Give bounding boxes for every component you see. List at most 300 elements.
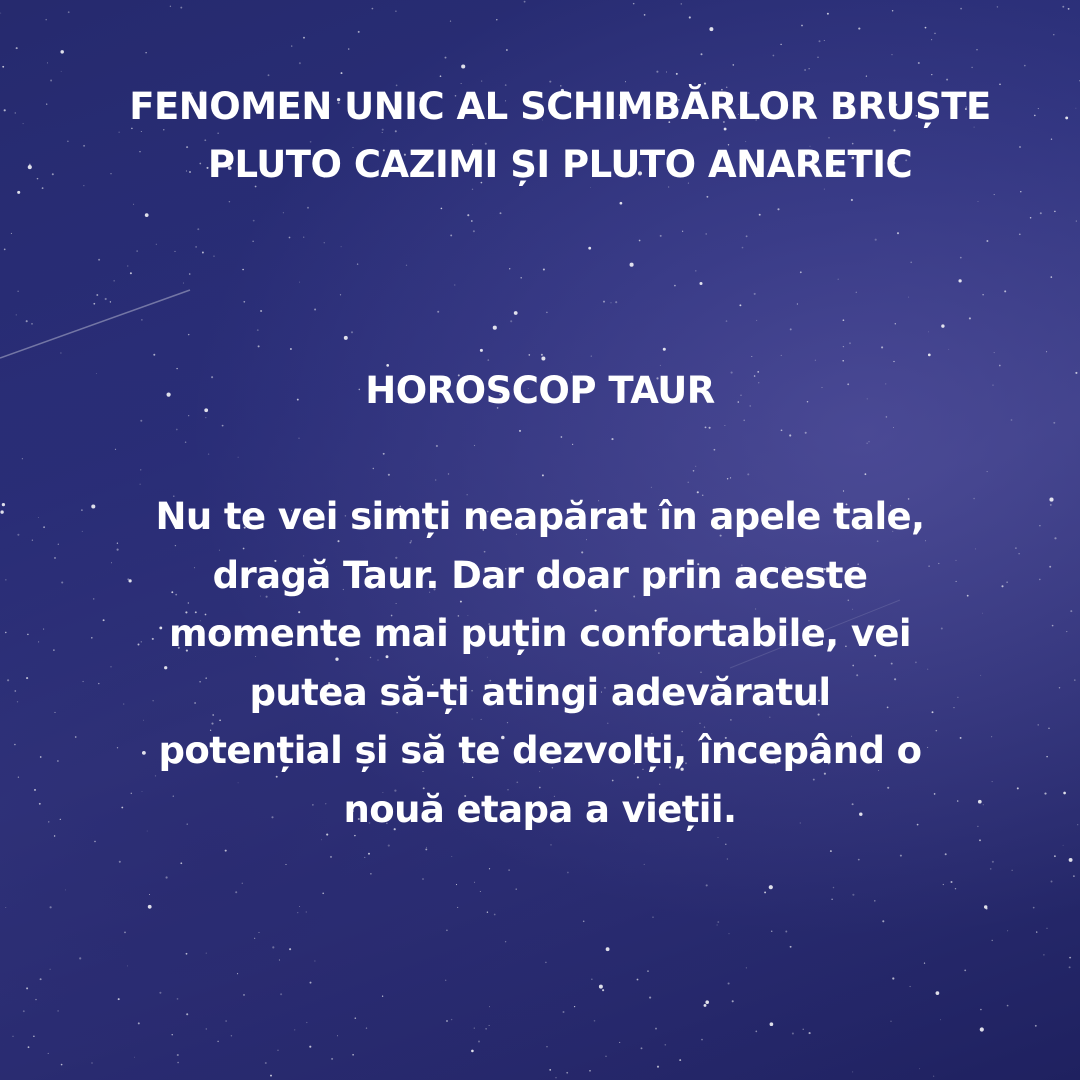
star [45,19,47,21]
star [348,48,350,50]
star [1076,108,1077,109]
star [881,346,883,348]
star [984,905,987,908]
star [657,1066,659,1068]
star [606,947,610,951]
star [61,71,62,72]
star [705,426,707,428]
star [546,1046,547,1047]
star [732,64,734,66]
star [471,220,473,222]
sign-title: HOROSCOP TAUR [365,369,715,412]
star [1069,957,1071,959]
star [1039,525,1040,526]
star [357,263,358,264]
star [1074,679,1075,680]
star [130,272,132,274]
star [237,973,238,974]
star [792,1032,794,1034]
star [4,249,6,251]
star [17,701,18,702]
star [1033,907,1035,909]
star [709,427,711,429]
star [928,354,931,357]
star [217,1041,219,1043]
star [524,1,526,3]
star [931,74,932,75]
star [445,980,446,981]
star [644,14,646,16]
star [619,1042,620,1043]
star [994,194,995,195]
star [706,196,708,198]
star [979,839,981,841]
body-line-1: Nu te vei simți neapărat în apele tale, [155,495,925,538]
star [299,62,301,64]
star [1050,504,1052,506]
star [546,312,548,314]
star [279,959,280,960]
star [0,13,1,14]
star [496,19,497,20]
star [704,1004,707,1007]
star [743,420,745,422]
star [7,679,9,681]
star [38,517,39,518]
star [506,49,508,51]
star [140,420,142,422]
star [47,62,48,63]
star [17,534,19,536]
star [980,1009,982,1011]
star [489,1006,490,1007]
star [976,49,977,50]
star [61,1064,63,1066]
star [739,304,741,306]
star [1063,845,1064,846]
star [54,835,55,836]
star [260,310,262,312]
star [205,417,206,418]
star [370,873,372,875]
star [665,1044,667,1046]
star [520,277,522,279]
star [610,302,611,303]
star [372,8,374,10]
star [188,334,189,335]
star [40,756,42,758]
star [172,1034,173,1035]
star [478,1041,480,1043]
star [591,979,592,980]
star [1046,756,1048,758]
star [222,425,224,427]
star [127,266,128,267]
star [344,336,348,340]
star [145,213,149,217]
star [785,931,787,933]
star [603,301,605,303]
star [724,425,725,426]
star [53,649,54,650]
star [933,1076,934,1077]
star [897,232,899,234]
star [39,803,41,805]
star [918,62,920,64]
star [309,1046,311,1048]
star [519,430,521,432]
star [254,938,255,939]
star [494,914,496,916]
star [242,269,244,271]
star [1040,212,1042,214]
star [751,356,752,357]
star [174,251,175,252]
star [26,677,28,679]
star [764,891,766,893]
star [833,887,835,889]
star [454,284,455,285]
star [676,73,678,75]
star [759,214,761,216]
star [489,1025,490,1026]
star [493,326,497,330]
horoscope-text [60,488,1020,839]
star [886,416,888,418]
star [797,303,798,304]
star [450,234,452,236]
star [461,64,465,68]
star [830,850,832,852]
star [206,1028,207,1029]
star [1048,728,1049,729]
star [118,998,120,1000]
star [54,712,55,713]
star [22,458,23,459]
star [1004,290,1006,292]
star [40,978,42,980]
star [851,199,853,201]
star [1049,498,1053,502]
star [366,1027,367,1028]
star [541,357,545,361]
star [1065,116,1068,119]
star [202,252,204,254]
star [127,965,128,966]
star [290,348,292,350]
star [58,544,59,545]
star [156,244,157,245]
star [243,301,245,303]
star [882,920,884,922]
star [272,946,274,948]
star [474,882,475,883]
star [960,8,962,10]
star [1049,566,1051,568]
star [28,165,32,169]
star [509,268,510,269]
star [574,1006,575,1007]
star [153,354,155,356]
star [781,355,782,356]
star [500,212,502,214]
star [259,932,260,933]
star [110,301,111,302]
star [781,429,783,431]
star [235,891,237,893]
star [280,993,282,995]
star [682,231,683,232]
star [206,953,207,954]
star [910,261,912,263]
star [655,1028,657,1030]
star [652,917,653,918]
star [842,360,844,362]
star [815,360,816,361]
star [620,202,623,205]
star [298,438,299,439]
star [955,888,956,889]
star [727,478,728,479]
star [185,442,186,443]
star [98,259,100,261]
star [489,868,490,869]
star [425,848,427,850]
star [924,963,925,964]
star [542,474,544,476]
star [892,977,894,979]
star [5,579,6,580]
star [440,75,442,77]
star [177,998,179,1000]
star [436,445,438,447]
star [986,240,988,242]
star [727,858,728,859]
star [93,303,95,305]
star [265,1062,267,1064]
star [1019,233,1021,235]
star [771,930,773,932]
star [701,53,703,55]
star [1051,881,1053,883]
star [843,346,844,347]
star [943,884,944,885]
star [572,444,573,445]
star [291,45,292,46]
star [270,1075,272,1077]
star [800,271,802,273]
star [824,40,825,41]
headline-line-2: PLUTO CAZIMI ȘI PLUTO ANARETIC [207,143,913,186]
star [730,477,731,478]
star [441,208,443,210]
star [1066,631,1067,632]
star [892,54,893,55]
star [322,892,324,894]
star [355,1017,357,1019]
star [674,285,676,287]
star [647,970,649,972]
star [994,352,995,353]
star [769,885,773,889]
star [17,191,20,194]
star [567,872,569,874]
star [637,979,639,981]
star [566,1072,568,1074]
star [60,50,63,53]
star [289,948,291,950]
star [908,297,909,298]
star [644,864,645,865]
star [177,1054,179,1056]
star [948,349,949,350]
star [37,178,39,180]
star [550,844,551,845]
star [987,471,988,472]
star [541,354,543,356]
body-line-4: putea să-ți atingi adevăratul [249,670,831,714]
star [451,856,452,857]
star [1054,537,1056,539]
star [746,235,748,237]
star [0,510,3,513]
star [1051,276,1053,278]
star [780,44,781,45]
star [473,230,475,232]
star [900,855,902,857]
star [213,256,214,257]
star [591,356,592,357]
star [450,21,451,22]
shooting-star [0,290,190,358]
star [555,1077,557,1079]
star [699,282,702,285]
star [1052,625,1054,627]
star [1011,419,1013,421]
star [689,16,691,18]
star [1063,792,1066,795]
star [50,906,52,908]
star [1069,966,1071,968]
star [145,52,146,53]
star [605,1056,606,1057]
star [770,1022,774,1026]
star [148,905,152,909]
star [299,906,300,907]
star [1024,65,1026,67]
star [803,1029,804,1030]
star [321,839,322,840]
star [1039,579,1041,581]
star [1047,928,1048,929]
star [48,821,49,822]
star [992,940,993,941]
star [314,961,315,962]
star [388,474,390,476]
star [858,859,860,861]
star [257,329,259,331]
star [843,319,845,321]
star [726,320,728,322]
star [480,891,481,892]
star [242,883,243,884]
star [57,760,59,762]
star [105,298,107,300]
star [31,323,32,324]
star [17,291,18,292]
star [892,10,893,11]
star [18,777,19,778]
star [852,1071,853,1072]
star [79,957,81,959]
star [289,237,291,239]
star [383,453,385,455]
star [471,1050,474,1053]
star [11,233,12,234]
star [868,441,869,442]
star [1053,34,1054,35]
body-line-5: potențial și să te dezvolți, începând o [158,729,922,772]
star [183,283,184,284]
star [208,453,209,454]
star [451,1019,452,1020]
star [140,469,141,470]
star [732,1000,734,1002]
star [133,204,134,205]
star [838,279,839,280]
star [790,328,792,330]
star [746,967,747,968]
star [945,853,947,855]
star [709,27,713,31]
star [992,861,994,863]
star [29,164,31,166]
star [611,438,613,440]
star [54,557,55,558]
body-line-2: dragă Taur. Dar doar prin aceste [212,553,868,597]
star [827,13,829,15]
star [23,1010,25,1012]
star [831,899,832,900]
star [487,359,489,361]
star [243,994,245,996]
star [114,280,115,281]
star [1054,855,1056,857]
star [341,246,342,247]
star [26,320,28,322]
star [514,311,518,315]
star [809,68,810,69]
star [594,1020,596,1022]
star [1030,217,1032,219]
star [310,982,312,984]
star [805,432,807,434]
star [368,853,370,855]
star [457,907,458,908]
star [303,237,304,238]
star [705,233,706,234]
star [633,3,635,5]
star [177,1062,179,1064]
star [306,1022,307,1023]
star [351,331,353,333]
star [43,629,44,630]
star [688,482,689,483]
star [238,457,239,458]
star [252,241,253,242]
star [950,881,952,883]
star [1046,351,1047,352]
